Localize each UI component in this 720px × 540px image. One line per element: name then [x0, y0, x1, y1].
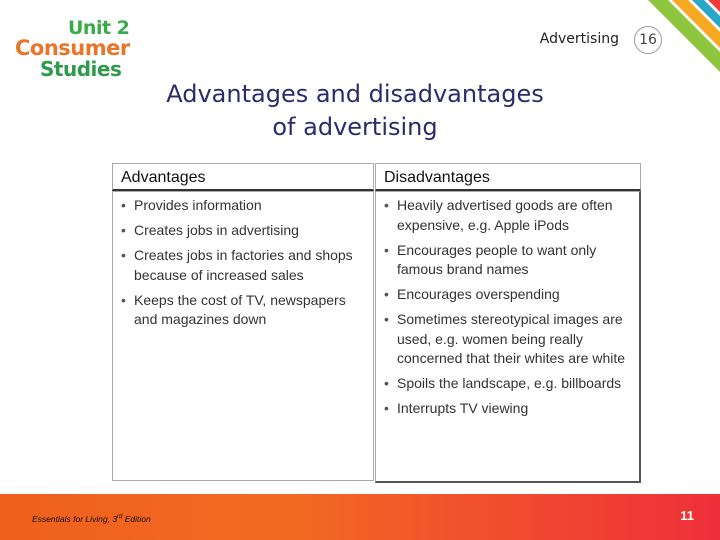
disadvantages-heading: Disadvantages [375, 163, 641, 191]
logo-line-unit: Unit 2 [68, 17, 130, 39]
disadvantages-column [375, 163, 641, 483]
unit-logo [10, 12, 140, 80]
advantages-cell [112, 191, 374, 481]
list-item: • Spoils the landscape, e.g. billboards [384, 374, 633, 394]
title-line-1: Advantages and disadvantages [166, 80, 544, 108]
list-item: • Sometimes stereotypical images are used, e.g. women being really concerned that their whites are white [384, 310, 633, 369]
list-item: • Interrupts TV viewing [384, 399, 633, 419]
logo-line-studies: Studies [40, 57, 122, 81]
edition-label [32, 514, 151, 524]
list-item: • Encourages overspending [384, 285, 633, 305]
list-item: • Heavily advertised goods are often expensive, e.g. Apple iPods [384, 196, 633, 235]
edition-main: Essentials for Living, 3 [32, 514, 118, 524]
list-item: • Encourages people to want only famous brand names [384, 241, 633, 280]
disadvantages-cell [375, 191, 641, 483]
list-item: • Creates jobs in factories and shops because of increased sales [121, 246, 367, 285]
title-line-2: of advertising [272, 113, 438, 141]
list-item: • Creates jobs in advertising [121, 221, 367, 241]
edition-tail: Edition [122, 514, 151, 524]
page-title [120, 78, 590, 144]
advantages-column [112, 163, 374, 481]
comparison-table [112, 163, 641, 481]
disadvantages-list [376, 192, 639, 419]
advantages-list [113, 192, 373, 330]
list-item: • Keeps the cost of TV, newspapers and magazines down [121, 291, 367, 330]
edition-sup: rd [117, 514, 123, 521]
slide-badge: 16 [634, 26, 662, 54]
page-number: 11 [680, 508, 694, 523]
advantages-heading: Advantages [112, 163, 374, 191]
header-topic: Advertising [539, 31, 619, 47]
footer-bar [0, 494, 720, 540]
list-item: • Provides information [121, 196, 367, 216]
logo-line-consumer: Consumer [15, 36, 130, 60]
